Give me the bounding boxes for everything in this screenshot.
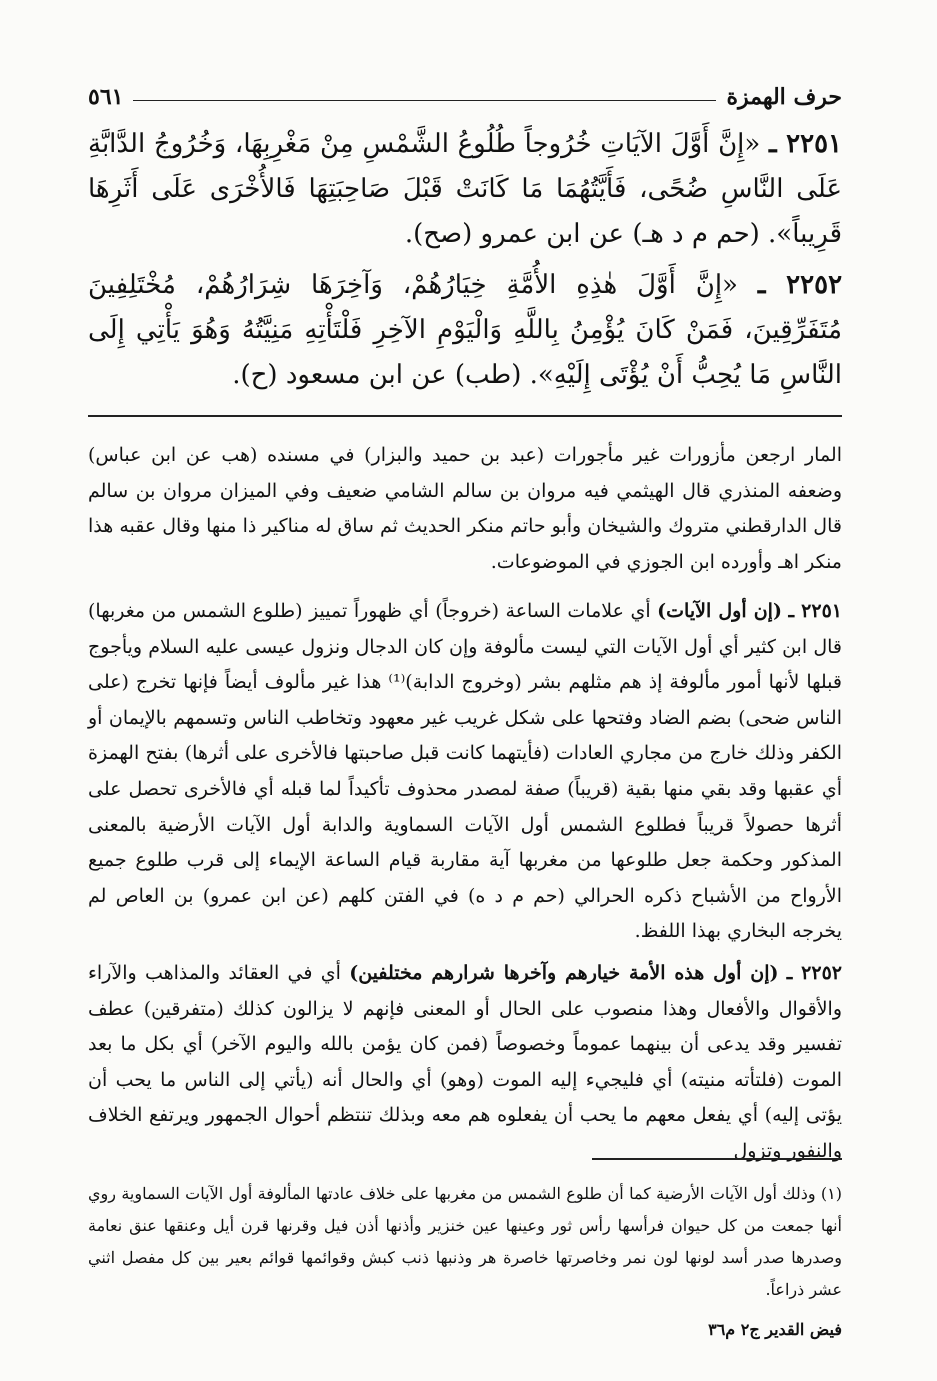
- header-rule: [133, 100, 716, 101]
- signature-mark: فيض القدير ج٢ م٣٦: [708, 1320, 842, 1339]
- hadith-2251: [88, 122, 842, 257]
- commentary-continuation: [88, 438, 842, 580]
- hadith-text: «إِنَّ أَوَّلَ الآيَاتِ خُرُوجاً طُلُوعُ الشَّمْسِ مِنْ مَغْرِبِهَا، وَخُرُوجُ الدَّابَّةِ عَلَى النَّاسِ ضُحًى، فَأَيَّتُهُمَا مَا كَانَتْ قَبْلَ صَاحِبَتِهَا فَالأُخْرَى عَلَى أَثَرِهَا قَرِيباً». (حم م د هـ) عن ابن عمرو (صح).: [88, 129, 843, 249]
- commentary-number: ٢٢٥١ ـ: [788, 600, 842, 622]
- hadith-number: ٢٢٥١ ـ: [769, 129, 842, 159]
- commentary-number: ٢٢٥٢ ـ: [786, 962, 842, 984]
- page-number: ٥٦١: [88, 84, 124, 110]
- commentary-lead: (إن أول هذه الأمة خيارهم وآخرها شرارهم مختلفين): [349, 962, 779, 984]
- hadith-2252: [88, 263, 842, 398]
- section-divider: [88, 415, 842, 417]
- footnote-divider: [592, 1158, 842, 1160]
- hadith-text: «إِنَّ أَوَّلَ هٰذِهِ الأُمَّةِ خِيَارُهُمْ، وَآخِرَهَا شِرَارُهُمْ، مُخْتَلِفِينَ مُتَفَرِّقِينَ، فَمَنْ كَانَ يُؤْمِنُ بِاللَّهِ وَالْيَوْمِ الآخِرِ فَلْتَأْتِهِ مَنِيَّتُهُ وَهُوَ يَأْتِي إِلَى النَّاسِ مَا يُحِبُّ أَنْ يُؤْتَى إِلَيْهِ». (طب) عن ابن مسعود (ح).: [88, 270, 842, 390]
- commentary-paragraph: المار ارجعن مأزورات غير مأجورات (عبد بن حميد والبزار) في مسنده (هب عن ابن عباس) وضعفه المنذري قال الهيثمي فيه مروان بن سالم الشامي ضعيف وفي الميزان مروان بن سالم قال الدارقطني متروك والشيخان وأبو حاتم منكر الحديث ثم ساق له مناكير ذا منها وقال عقبه هذا منكر اهـ وأورده ابن الجوزي في الموضوعات.: [88, 444, 842, 573]
- running-header: [88, 70, 842, 110]
- chapter-title: حرف الهمزة: [726, 84, 842, 110]
- commentary-paragraph: [88, 594, 842, 950]
- commentary-2251: [88, 594, 842, 950]
- commentary-text: أي في العقائد والمذاهب والآراء والأقوال والأفعال وهذا منصوب على الحال أو المعنى فإنهم لا يزالون كذلك (متفرقين) عطف تفسير وقد يدعى أن بينهما عموماً وخصوصاً (فمن كان يؤمن بالله واليوم الآخر) أي بكل ما بعد الموت (فلتأته منيته) أي فليجيء إليه الموت (وهو) أي والحال أنه (يأتي إلى الناس ما يحب أن يؤتى إليه) أي يفعل معهم ما يحب أن يفعلوه هم معه وبذلك تنتظم أحوال الجمهور ويرتفع الخلاف والنفور وتزول: [88, 962, 842, 1162]
- commentary-lead: (إن أول الآيات): [657, 600, 782, 622]
- footnote: (١) وذلك أول الآيات الأرضية كما أن طلوع الشمس من مغربها على خلاف عادتها المألوفة أول الآيات السماوية روي أنها جمعت من كل حيوان فرأسها رأس ثور وعينها عين خنزير وأذنها أذن فيل وقرنها قرن أيل وعنقها عنق نعامة وصدرها صدر أسد لونها لون نمر وخاصرتها خاصرة هر وذنبها ذنب كبش وقوائمها قوائم بعير بين كل مفصل اثني عشر ذراعاً.: [88, 1184, 843, 1299]
- commentary-paragraph: [88, 956, 842, 1170]
- hadith-number: ٢٢٥٢ ـ: [757, 270, 843, 300]
- commentary-2252: [88, 956, 842, 1170]
- commentary-text: أي علامات الساعة (خروجاً) أي ظهوراً تمييز (طلوع الشمس من مغربها) قال ابن كثير أي أول الآيات التي ليست مألوفة وإن كان الدجال ونزول عيسى عليه السلام ويأجوج قبلها لأنها أمور مألوفة إذ هم مثلهم بشر (وخروج الدابة)⁽¹⁾ هذا غير مألوف أيضاً فإنها تخرج (على الناس ضحى) بضم الضاد وفتحها على شكل غريب غير معهود وتخاطب الناس وتسمهم بالإيمان أو الكفر وذلك خارج من مجاري العادات (فأيتهما كانت قبل صاحبتها فالأخرى على أثرها) بفتح الهمزة أي عقبها وقد بقي منها بقية (قريباً) صفة لمصدر محذوف تأكيداً لما قبله أي فالأخرى تحصل على أثرها حصولاً قريباً فطلوع الشمس أول الآيات السماوية والدابة أول الآيات الأرضية بالمعنى المذكور وحكمة جعل طلوعها من مغربها آية مقاربة قيام الساعة الإيماء إلى قرب طلوع جميع الأرواح من الأشباح ذكره الحرالي (حم م د ه) في الفتن كلهم (عن ابن عمرو) بن العاص لم يخرجه البخاري بهذا اللفظ.: [88, 600, 842, 943]
